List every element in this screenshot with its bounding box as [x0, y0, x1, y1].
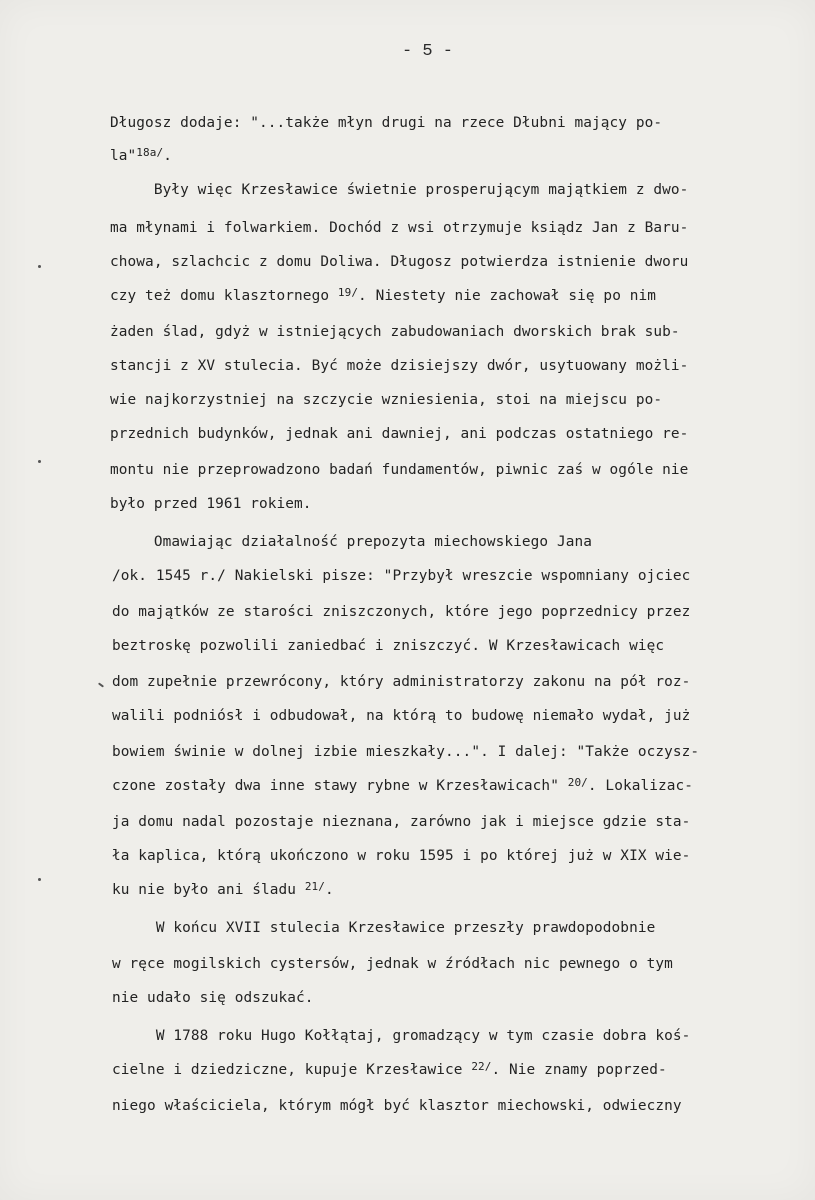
line-text: dom zupełnie przewrócony, który administratorzy zakonu na pół roz-: [112, 674, 691, 690]
line-text-continued: .: [163, 148, 172, 164]
line-text: bowiem świnie w dolnej izbie mieszkały...". I dalej: "Także oczysz-: [112, 744, 700, 760]
line-text: wie najkorzystniej na szczycie wzniesienia, stoi na miejscu po-: [110, 392, 663, 408]
text-line: [112, 920, 655, 936]
line-text: la": [110, 148, 137, 164]
line-text-continued: . Lokalizac-: [587, 778, 694, 794]
line-text: cielne i dziedziczne, kupuje Krzesławice: [112, 1062, 472, 1078]
footnote-ref: 20/: [567, 776, 588, 789]
line-text: /ok. 1545 r./ Nakielski pisze: "Przybył wreszcie wspomniany ojciec: [112, 568, 691, 584]
text-line: [110, 148, 172, 164]
footnote-ref: 21/: [304, 880, 325, 893]
text-line: [112, 1098, 682, 1114]
text-line: [112, 848, 690, 864]
line-text: było przed 1961 rokiem.: [110, 496, 312, 512]
footnote-ref: 22/: [471, 1060, 492, 1073]
text-line: [110, 115, 662, 131]
text-line: [110, 534, 592, 550]
margin-dot: [38, 265, 41, 268]
text-line: [110, 358, 688, 374]
page-number: - 5 -: [401, 42, 453, 61]
line-text: czy też domu klasztornego: [110, 288, 338, 304]
footnote-ref: 19/: [337, 286, 359, 299]
text-line: [112, 568, 690, 584]
text-line: [112, 744, 699, 760]
line-text: ma młynami i folwarkiem. Dochód z wsi otrzymuje ksiądz Jan z Baru-: [110, 220, 689, 236]
line-text: walili podniósł i odbudował, na którą to budowę niemało wydał, już: [112, 708, 691, 724]
text-line: [112, 1028, 690, 1044]
line-text: Długosz dodaje: "...także młyn drugi na rzece Dłubni mający po-: [110, 115, 663, 131]
line-text: W 1788 roku Hugo Kołłątaj, gromadzący w tym czasie dobra koś-: [112, 1028, 691, 1044]
margin-dot: [38, 878, 41, 881]
text-line: [112, 708, 690, 724]
text-line: [110, 324, 680, 340]
line-text: czone zostały dwa inne stawy rybne w Krzesławicach": [112, 778, 568, 794]
text-line: [110, 392, 662, 408]
line-text-continued: . Nie znamy poprzed-: [491, 1062, 667, 1078]
margin-mark: [98, 682, 104, 687]
text-line: [110, 426, 688, 442]
line-text: ła kaplica, którą ukończono w roku 1595 i po której już w XIX wie-: [112, 848, 691, 864]
line-text: beztroskę pozwolili zaniedbać i zniszczyć. W Krzesławicach więc: [112, 638, 665, 654]
line-text-continued: .: [324, 882, 334, 898]
footnote-ref: 18a/: [136, 146, 164, 159]
text-line: [112, 778, 693, 794]
text-line: [110, 220, 688, 236]
text-line: [112, 990, 314, 1006]
line-text: przednich budynków, jednak ani dawniej, ani podczas ostatniego re-: [110, 426, 689, 442]
text-line: [112, 1062, 667, 1078]
line-text: nie udało się odszukać.: [112, 990, 314, 1006]
text-line: [110, 496, 312, 512]
margin-dot: [38, 460, 41, 463]
line-text: Były więc Krzesławice świetnie prosperującym majątkiem z dwo-: [110, 182, 689, 198]
line-text: ku nie było ani śladu: [112, 882, 305, 898]
line-text: żaden ślad, gdyż w istniejących zabudowaniach dworskich brak sub-: [110, 324, 680, 340]
text-line: [110, 254, 688, 270]
line-text: w ręce mogilskich cystersów, jednak w źródłach nic pewnego o tym: [112, 956, 673, 972]
text-line: [112, 674, 690, 690]
line-text: niego właściciela, którym mógł być klasztor miechowski, odwieczny: [112, 1098, 682, 1114]
text-line: [112, 956, 673, 972]
text-line: [112, 604, 690, 620]
text-line: [110, 288, 656, 304]
line-text-continued: . Niestety nie zachował się po nim: [358, 288, 657, 304]
line-text: chowa, szlachcic z domu Doliwa. Długosz potwierdza istnienie dworu: [110, 254, 689, 270]
line-text: W końcu XVII stulecia Krzesławice przeszły prawdopodobnie: [112, 920, 656, 936]
text-line: [112, 638, 664, 654]
text-line: [110, 462, 688, 478]
line-text: montu nie przeprowadzono badań fundamentów, piwnic zaś w ogóle nie: [110, 462, 689, 478]
text-line: [112, 882, 334, 898]
line-text: do majątków ze starości zniszczonych, które jego poprzednicy przez: [112, 604, 691, 620]
text-line: [110, 182, 688, 198]
line-text: stancji z XV stulecia. Być może dzisiejszy dwór, usytuowany możli-: [110, 358, 689, 374]
text-line: [112, 814, 690, 830]
line-text: ja domu nadal pozostaje nieznana, zarówno jak i miejsce gdzie sta-: [112, 814, 691, 830]
line-text: Omawiając działalność prepozyta miechowskiego Jana: [110, 534, 593, 550]
